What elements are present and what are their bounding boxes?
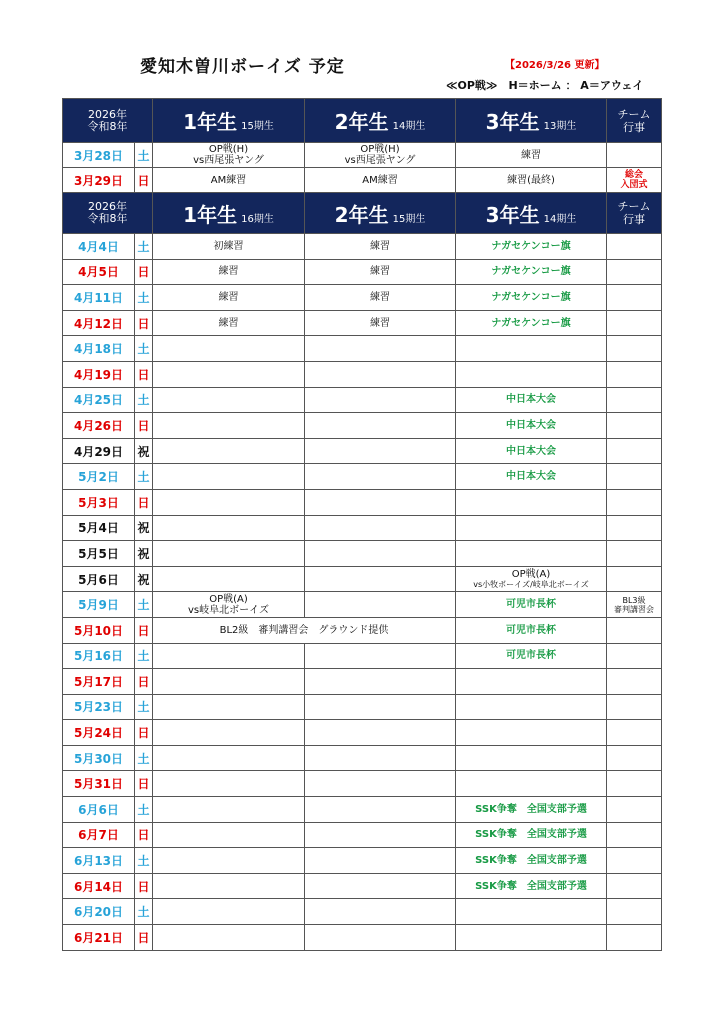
team-cell [607,310,662,336]
weekday-cell: 日 [135,617,153,643]
weekday-cell: 土 [135,285,153,311]
weekday-cell: 日 [135,873,153,899]
grade3-cell [456,489,607,515]
date-cell: 5月3日 [63,489,135,515]
table-row [63,234,662,260]
table-row [63,566,662,592]
grade3-cell: 練習(最終) [456,168,607,193]
date-cell: 4月29日 [63,438,135,464]
date-cell: 6月13日 [63,848,135,874]
grade2-cell: OP戦(H) vs西尾張ヤング [305,143,456,168]
team-cell [607,643,662,669]
grade2-cell [305,413,456,439]
grade3-cell: 中日本大会 [456,464,607,490]
table-row [63,617,662,643]
grade2-cell [305,771,456,797]
weekday-cell: 日 [135,925,153,951]
table-row [63,592,662,618]
table-row [63,143,662,168]
grade1-cell [153,873,305,899]
grade2-cell [305,822,456,848]
grade2-cell [305,669,456,695]
table-row [63,822,662,848]
team-cell [607,336,662,362]
weekday-cell: 土 [135,694,153,720]
weekday-cell: 土 [135,234,153,260]
weekday-cell: 日 [135,413,153,439]
table-row [63,694,662,720]
table-row [63,489,662,515]
date-cell: 4月18日 [63,336,135,362]
team-cell [607,143,662,168]
team-cell [607,285,662,311]
date-cell: 4月12日 [63,310,135,336]
era-label: 令和8年 [87,212,128,225]
header-row-march [63,99,662,143]
date-cell: 3月28日 [63,143,135,168]
team-cell [607,822,662,848]
grade1-grade2-merged-cell: BL2級 審判講習会 グラウンド提供 [153,617,456,643]
grade1-cell [153,822,305,848]
date-cell: 4月11日 [63,285,135,311]
date-cell: 4月4日 [63,234,135,260]
table-row [63,541,662,567]
grade2-cell [305,464,456,490]
updated-note: 【2026/3/26 更新】 [505,60,605,71]
team-cell [607,669,662,695]
grade1-cell: OP戦(H) vs西尾張ヤング [153,143,305,168]
grade3-cell: ナガセケンコー旗 [456,234,607,260]
grade2-cell: AM練習 [305,168,456,193]
grade2-header: 2年生 14期生 [305,99,456,143]
grade2-cell [305,643,456,669]
weekday-cell: 祝 [135,438,153,464]
grade3-cell: 中日本大会 [456,413,607,439]
team-cell [607,797,662,823]
team-cell [607,745,662,771]
grade1-cell [153,541,305,567]
table-row [63,925,662,951]
year-label: 2026年 [88,107,127,121]
legend-note: ≪OP戦≫ H＝ホーム ： A＝アウェイ [446,79,644,92]
grade1-header: 1年生 16期生 [153,193,305,234]
date-cell: 5月2日 [63,464,135,490]
date-cell: 6月20日 [63,899,135,925]
grade3-cell: SSK争奪 全国支部予選 [456,873,607,899]
team-cell: 総会 入団式 [607,168,662,193]
grade2-cell: 練習 [305,310,456,336]
grade2-cell [305,489,456,515]
team-cell [607,387,662,413]
grade2-cell [305,720,456,746]
table-row [63,438,662,464]
team-cell [607,413,662,439]
team-cell [607,566,662,592]
date-cell: 5月17日 [63,669,135,695]
grade1-cell [153,361,305,387]
grade3-cell: 中日本大会 [456,438,607,464]
team-cell [607,464,662,490]
weekday-cell: 日 [135,168,153,193]
date-cell: 6月6日 [63,797,135,823]
schedule-table [62,98,662,951]
grade2-cell: 練習 [305,234,456,260]
date-cell: 4月19日 [63,361,135,387]
date-cell: 5月10日 [63,617,135,643]
date-cell: 5月30日 [63,745,135,771]
grade3-cell: ナガセケンコー旗 [456,259,607,285]
date-cell: 4月5日 [63,259,135,285]
grade1-cell [153,464,305,490]
grade1-cell [153,387,305,413]
team-event-header: チーム 行事 [607,99,662,143]
grade3-cell: 可児市長杯 [456,592,607,618]
grade3-cell [456,694,607,720]
table-row [63,797,662,823]
date-cell: 5月16日 [63,643,135,669]
grade3-cell: 中日本大会 [456,387,607,413]
grade1-cell: 練習 [153,285,305,311]
table-row [63,873,662,899]
team-event-header: チーム 行事 [607,193,662,234]
weekday-cell: 土 [135,592,153,618]
weekday-cell: 祝 [135,515,153,541]
date-cell: 4月26日 [63,413,135,439]
grade1-cell [153,643,305,669]
grade3-cell [456,515,607,541]
date-cell: 6月21日 [63,925,135,951]
grade1-cell [153,899,305,925]
date-cell: 6月7日 [63,822,135,848]
grade1-cell [153,720,305,746]
team-cell [607,925,662,951]
grade3-cell [456,745,607,771]
date-cell: 3月29日 [63,168,135,193]
table-row [63,168,662,193]
grade1-cell: OP戦(A) vs岐阜北ボーイズ [153,592,305,618]
weekday-cell: 日 [135,720,153,746]
grade1-cell [153,515,305,541]
table-row [63,285,662,311]
grade1-cell [153,566,305,592]
grade1-cell [153,669,305,695]
grade2-cell [305,541,456,567]
grade3-cell [456,899,607,925]
weekday-cell: 土 [135,899,153,925]
grade1-cell [153,336,305,362]
grade2-cell [305,566,456,592]
date-cell: 5月9日 [63,592,135,618]
grade2-cell [305,925,456,951]
date-cell: 5月4日 [63,515,135,541]
grade1-cell [153,771,305,797]
weekday-cell: 日 [135,361,153,387]
team-cell [607,541,662,567]
grade2-cell [305,848,456,874]
date-cell: 5月24日 [63,720,135,746]
grade1-cell [153,848,305,874]
grade2-cell [305,438,456,464]
grade2-cell [305,797,456,823]
grade2-cell [305,873,456,899]
grade3-cell: OP戦(A) vs小牧ボーイズ/岐阜北ボーイズ [456,566,607,592]
grade3-cell: 可児市長杯 [456,643,607,669]
grade3-cell [456,925,607,951]
grade3-cell: SSK争奪 全国支部予選 [456,822,607,848]
weekday-cell: 土 [135,745,153,771]
table-row [63,413,662,439]
team-cell [607,489,662,515]
grade2-cell [305,592,456,618]
date-cell: 5月23日 [63,694,135,720]
weekday-cell: 祝 [135,566,153,592]
grade2-cell [305,361,456,387]
weekday-cell: 日 [135,310,153,336]
team-cell [607,438,662,464]
table-row [63,336,662,362]
weekday-cell: 土 [135,143,153,168]
date-cell: 5月31日 [63,771,135,797]
team-cell: BL3級 審判講習会 [607,592,662,618]
grade3-cell: SSK争奪 全国支部予選 [456,797,607,823]
header-row-april [63,193,662,234]
grade3-cell [456,541,607,567]
grade2-cell [305,336,456,362]
era-label: 令和8年 [87,119,128,133]
team-cell [607,694,662,720]
weekday-cell: 日 [135,489,153,515]
weekday-cell: 土 [135,848,153,874]
team-cell [607,617,662,643]
grade1-cell [153,694,305,720]
weekday-cell: 日 [135,771,153,797]
table-row [63,643,662,669]
weekday-cell: 祝 [135,541,153,567]
date-cell: 6月14日 [63,873,135,899]
team-cell [607,848,662,874]
grade3-cell: ナガセケンコー旗 [456,310,607,336]
table-row [63,310,662,336]
grade1-cell [153,438,305,464]
grade1-cell [153,489,305,515]
team-cell [607,234,662,260]
table-row [63,669,662,695]
weekday-cell: 土 [135,464,153,490]
year-header [63,193,153,234]
grade2-cell [305,899,456,925]
weekday-cell: 日 [135,669,153,695]
table-row [63,745,662,771]
year-label: 2026年 [88,200,127,213]
grade3-cell: SSK争奪 全国支部予選 [456,848,607,874]
date-cell: 5月5日 [63,541,135,567]
table-row [63,515,662,541]
weekday-cell: 土 [135,797,153,823]
grade1-cell: AM練習 [153,168,305,193]
grade2-cell [305,694,456,720]
grade1-cell: 初練習 [153,234,305,260]
grade1-cell: 練習 [153,310,305,336]
weekday-cell: 土 [135,336,153,362]
team-cell [607,873,662,899]
grade2-cell: 練習 [305,259,456,285]
team-cell [607,720,662,746]
grade2-cell [305,745,456,771]
grade1-cell [153,745,305,771]
table-row [63,848,662,874]
grade2-cell: 練習 [305,285,456,311]
team-cell [607,361,662,387]
weekday-cell: 日 [135,259,153,285]
table-row [63,361,662,387]
grade3-cell [456,669,607,695]
team-cell [607,771,662,797]
grade3-cell [456,771,607,797]
date-cell: 4月25日 [63,387,135,413]
grade1-cell [153,413,305,439]
year-header [63,99,153,143]
table-row [63,720,662,746]
grade3-cell: 練習 [456,143,607,168]
weekday-cell: 土 [135,387,153,413]
grade3-cell [456,336,607,362]
grade3-header: 3年生 13期生 [456,99,607,143]
grade3-cell: 可児市長杯 [456,617,607,643]
table-row [63,464,662,490]
grade1-cell: 練習 [153,259,305,285]
grade1-cell [153,797,305,823]
team-cell [607,899,662,925]
table-row [63,259,662,285]
weekday-cell: 日 [135,822,153,848]
date-cell: 5月6日 [63,566,135,592]
grade3-cell: ナガセケンコー旗 [456,285,607,311]
grade2-cell [305,387,456,413]
grade1-header: 1年生 15期生 [153,99,305,143]
team-cell [607,515,662,541]
grade2-cell [305,515,456,541]
table-row [63,899,662,925]
weekday-cell: 土 [135,643,153,669]
grade3-cell [456,720,607,746]
grade2-header: 2年生 15期生 [305,193,456,234]
grade3-header: 3年生 14期生 [456,193,607,234]
grade1-cell [153,925,305,951]
table-row [63,771,662,797]
page-title: 愛知木曽川ボーイズ 予定 [140,57,345,77]
table-row [63,387,662,413]
team-cell [607,259,662,285]
grade3-cell [456,361,607,387]
